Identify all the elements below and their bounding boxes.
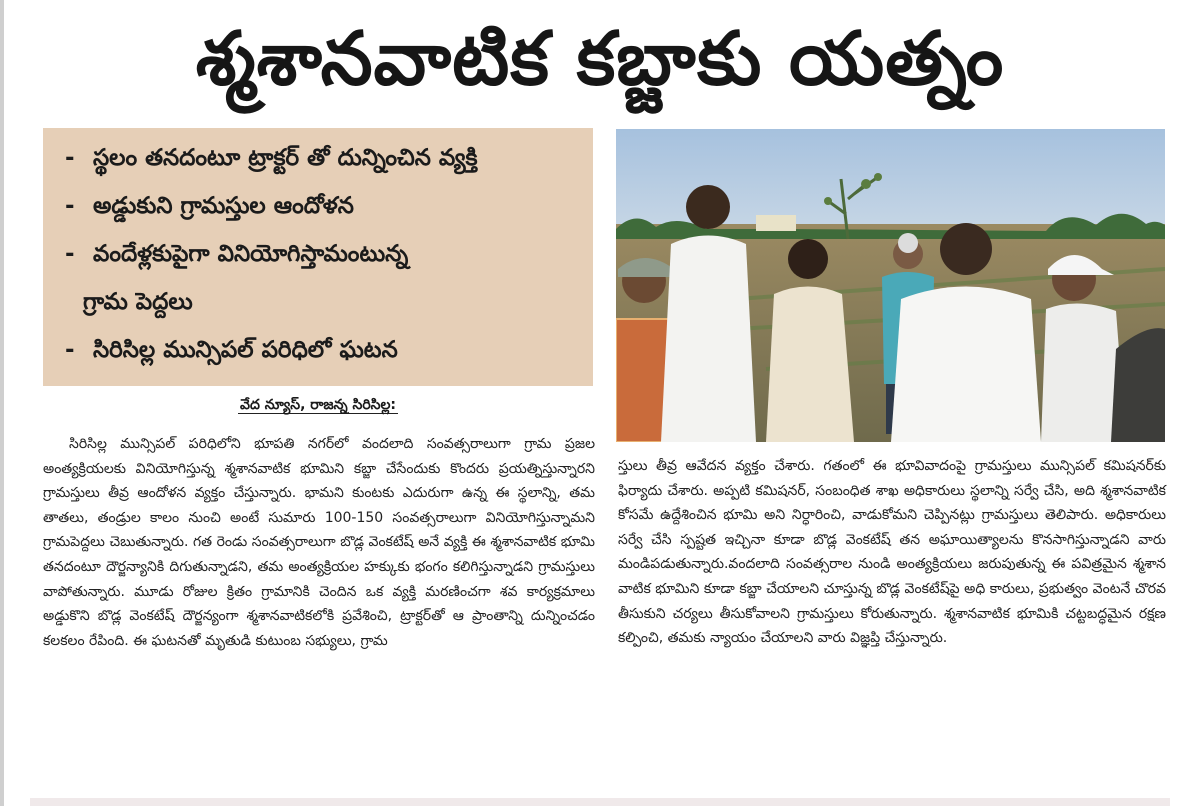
highlight-dash: - <box>65 241 75 267</box>
byline <box>43 392 593 418</box>
news-photo-illustration <box>616 129 1165 442</box>
page-edge-rule <box>0 0 4 806</box>
highlight-dash: - <box>65 145 75 171</box>
highlight-item <box>65 134 577 182</box>
article-column-left <box>43 432 595 762</box>
highlight-item <box>65 326 577 374</box>
article-column-right <box>618 454 1166 754</box>
highlight-text-continued: గ్రామ పెద్దలు <box>83 289 193 315</box>
byline-text: వేద న్యూస్, రాజన్న సిరిసిల్ల: <box>239 397 397 413</box>
highlight-text: స్థలం తనదంటూ ట్రాక్టర్ తో దున్నించిన వ్యక్తి <box>93 145 478 171</box>
highlight-dash: - <box>65 337 75 363</box>
highlight-item <box>65 182 577 230</box>
bottom-edge-strip <box>30 798 1170 806</box>
article-paragraph-left: సిరిసిల్ల మున్సిపల్ పరిధిలోని భూపతి నగర్‌లో వందలాది సంవత్సరాలుగా గ్రామ ప్రజల అంత్యక్రియలకు వినియోగిస్తున్న శ్మశానవాటిక భూమిని కబ్జా చేసేందుకు కొందరు ప్రయత్నిస్తున్నారని గ్రామస్తులు తీవ్ర ఆందోళన వ్యక్తం చేస్తున్నారు. భామని కుంటకు ఎదురుగా ఉన్న ఈ స్థలాన్ని, తమ తాతలు, తండ్రుల కాలం నుంచి అంటే సుమారు 100-150 సంవత్సరాలుగా వినియోగిస్తున్నామని గ్రామపెద్దలు చెబుతున్నారు. గత రెండు సంవత్సరాలుగా బొడ్ల వెంకటేష్ అనే వ్యక్తి ఈ శ్మశానవాటిక భూమి తనదంటూ దౌర్జన్యానికి దిగుతున్నాడని, తమ అంత్యక్రియల హక్కుకు భంగం కలిగిస్తున్నాడని గ్రామస్తులు వాపోతున్నారు. మూడు రోజుల క్రితం గ్రామానికి చెందిన ఒక వ్యక్తి మరణించగా శవ కార్యక్రమాలు అడ్డుకొని బొడ్ల వెంకటేష్ దౌర్జన్యంగా శ్మశానవాటికలోకి ప్రవేశించి, ట్రాక్టర్‌తో ఆ ప్రాంతాన్ని దున్నించడం కలకలం రేపింది. ఈ ఘటనతో మృతుడి కుటుంబ సభ్యులు, గ్రామ <box>43 436 595 649</box>
highlights-box <box>43 128 593 386</box>
highlight-item <box>65 230 577 326</box>
article-paragraph-right: స్తులు తీవ్ర ఆవేదన వ్యక్తం చేశారు. గతంలో ఈ భూవివాదంపై గ్రామస్తులు మున్సిపల్ కమిషనర్‌కు ఫిర్యాదు చేశారు. అప్పటి కమిషనర్, సంబంధిత శాఖ అధికారులు స్థలాన్ని సర్వే చేసి, అది శ్మశానవాటిక కోసమే ఉద్దేశించిన భూమి అని నిర్ధారించి, వాడుకోమని చెప్పినట్లు గ్రామస్తులు తెలిపారు. అధికారులు సర్వే చేసి స్పష్టత ఇచ్చినా కూడా బొడ్ల వెంకటేష్ తన అఘాయిత్యాలను కొనసాగిస్తున్నాడని వారు మండిపడుతున్నారు.వందలాది సంవత్సరాల నుండి అంత్యక్రియలు జరుపుతున్న ఈ పవిత్రమైన శ్మశాన వాటిక భూమిని కూడా కబ్జా చేయాలని చూస్తున్న బొడ్ల వెంకటేష్‌పై అధి కారులు, ప్రభుత్వం వెంటనే చొరవ తీసుకుని చర్యలు తీసుకోవాలని గ్రామస్తులు కోరుతున్నారు. శ్మశానవాటిక భూమికి చట్టబద్ధమైన రక్షణ కల్పించి, తమకు న్యాయం చేయాలని వారు విజ్ఞప్తి చేస్తున్నారు. <box>618 458 1166 647</box>
headline: శ్మశానవాటిక కబ్జాకు యత్నం <box>195 16 1005 102</box>
news-photo <box>616 129 1165 442</box>
highlight-text: సిరిసిల్ల మున్సిపల్ పరిధిలో ఘటన <box>93 337 398 363</box>
highlight-text: వందేళ్లకుపైగా వినియోగిస్తామంటున్న <box>93 241 409 267</box>
highlight-dash: - <box>65 193 75 219</box>
highlight-text: అడ్డుకుని గ్రామస్తుల ఆందోళన <box>93 193 354 219</box>
